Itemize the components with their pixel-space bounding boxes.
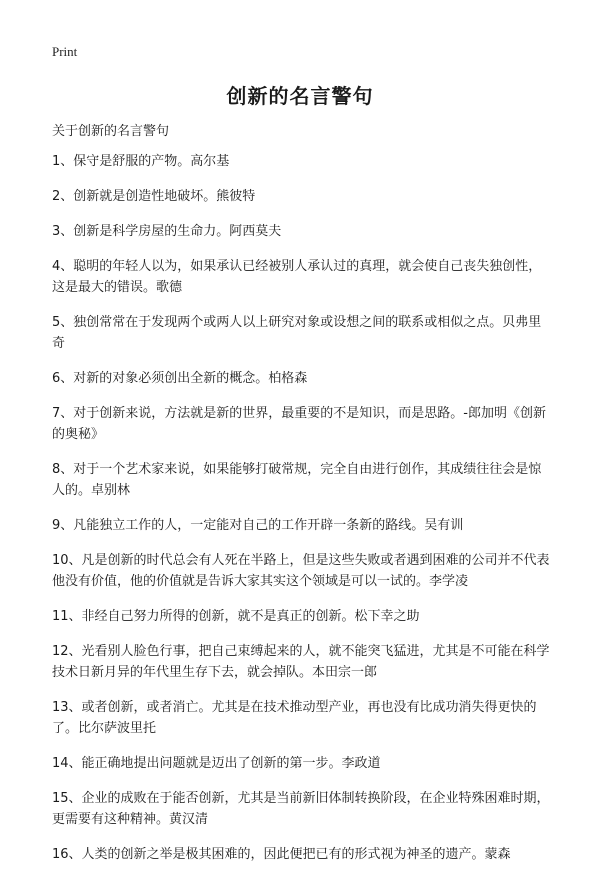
quote-item: 7、对于创新来说，方法就是新的世界，最重要的不是知识，而是思路。-郎加明《创新的奥秘》 bbox=[52, 406, 546, 442]
quote-item: 3、创新是科学房屋的生命力。阿西莫夫 bbox=[52, 224, 282, 239]
quote-item: 5、独创常常在于发现两个或两人以上研究对象或设想之间的联系或相似之点。贝弗里奇 bbox=[52, 315, 542, 351]
quote-item: 13、或者创新，或者消亡。尤其是在技术推动型产业，再也没有比成功消失得更快的了。比尔萨波里托 bbox=[52, 700, 537, 736]
print-link[interactable]: Print bbox=[52, 44, 78, 59]
quote-item: 16、人类的创新之举是极其困难的，因此便把已有的形式视为神圣的遗产。蒙森 bbox=[52, 847, 511, 862]
quote-item: 15、企业的成败在于能否创新，尤其是当前新旧体制转换阶段，在企业特殊困难时期，更需要有这种精神。黄汉清 bbox=[52, 791, 550, 827]
quote-item: 10、凡是创新的时代总会有人死在半路上，但是这些失败或者遇到困难的公司并不代表他没有价值，他的价值就是告诉大家其实这个领域是可以一试的。李学凌 bbox=[52, 553, 550, 589]
page-title: 创新的名言警句 bbox=[226, 84, 374, 108]
quote-item: 12、光看别人脸色行事，把自己束缚起来的人，就不能突飞猛进，尤其是不可能在科学技术日新月异的年代里生存下去，就会掉队。本田宗一郎 bbox=[52, 644, 550, 680]
quote-item: 4、聪明的年轻人以为，如果承认已经被别人承认过的真理，就会使自己丧失独创性，这是最大的错误。歌德 bbox=[52, 259, 542, 295]
quote-item: 11、非经自己努力所得的创新，就不是真正的创新。松下幸之助 bbox=[52, 609, 420, 624]
quote-item: 8、对于一个艺术家来说，如果能够打破常规，完全自由进行创作，其成绩往往会是惊人的。卓别林 bbox=[52, 462, 542, 498]
subtitle: 关于创新的名言警句 bbox=[52, 124, 170, 139]
quote-item: 6、对新的对象必须创出全新的概念。柏格森 bbox=[52, 371, 308, 386]
quote-item: 1、保守是舒服的产物。高尔基 bbox=[52, 154, 230, 169]
quote-list bbox=[52, 151, 550, 879]
quote-item: 9、凡能独立工作的人，一定能对自己的工作开辟一条新的路线。吴有训 bbox=[52, 518, 464, 533]
quote-item: 14、能正确地提出问题就是迈出了创新的第一步。李政道 bbox=[52, 756, 381, 771]
quote-item: 2、创新就是创造性地破坏。熊彼特 bbox=[52, 189, 256, 204]
